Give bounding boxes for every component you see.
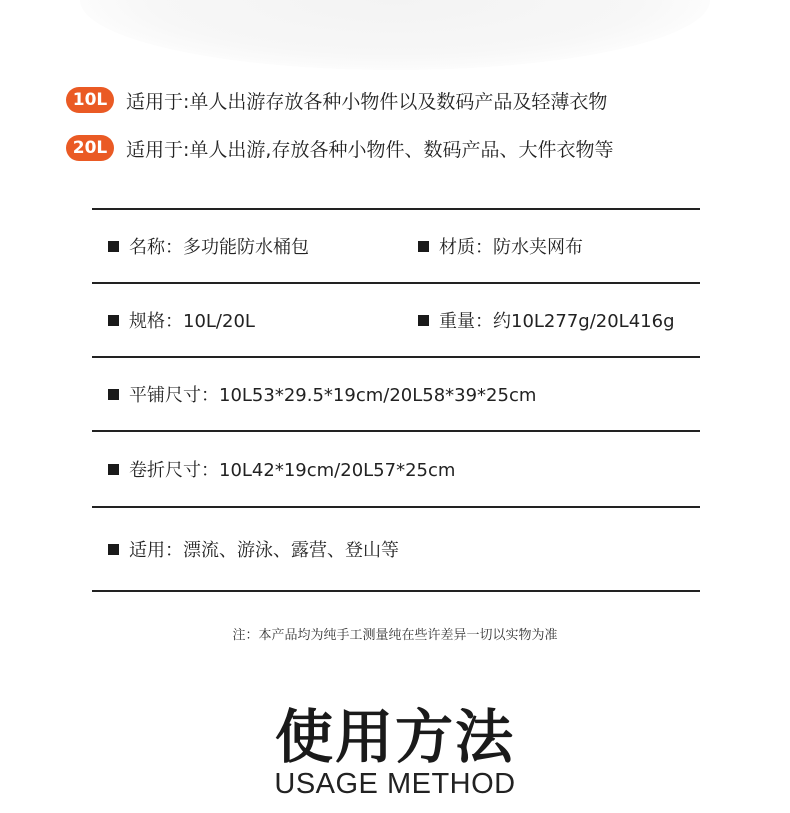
capacity-text-10l: 适用于:单人出游存放各种小物件以及数码产品及轻薄衣物 — [126, 90, 608, 113]
capacity-text-20l: 适用于:单人出游,存放各种小物件、数码产品、大件衣物等 — [126, 138, 614, 161]
spec-row-folded-dims — [92, 430, 700, 506]
spec-size-text: 规格：10L/20L — [129, 311, 255, 332]
section-title: 使用方法 — [274, 703, 515, 771]
square-bullet-icon — [418, 241, 429, 252]
spec-folded-dims — [108, 432, 455, 506]
spec-table — [92, 208, 700, 592]
spec-name-text: 名称：多功能防水桶包 — [129, 237, 309, 258]
capacity-row-10l — [66, 86, 607, 114]
spec-usage — [108, 508, 399, 590]
square-bullet-icon — [108, 389, 119, 400]
spec-weight-text: 重量：约10L277g/20L416g — [439, 311, 675, 332]
spec-row-usage — [92, 506, 700, 592]
square-bullet-icon — [108, 315, 119, 326]
square-bullet-icon — [108, 544, 119, 555]
capacity-row-20l — [66, 134, 613, 162]
spec-row-flat-dims — [92, 356, 700, 430]
capacity-badge-10l: 10L — [66, 87, 114, 113]
section-subtitle: USAGE METHOD — [274, 768, 516, 800]
square-bullet-icon — [108, 464, 119, 475]
spec-row-size-weight — [92, 282, 700, 356]
spec-folded-dims-text: 卷折尺寸：10L42*19cm/20L57*25cm — [129, 460, 456, 481]
capacity-badge-20l: 20L — [66, 135, 114, 161]
spec-row-name-material — [92, 208, 700, 282]
measurement-note: 注：本产品均为纯手工测量纯在些许差异一切以实物为准 — [232, 628, 558, 643]
square-bullet-icon — [108, 241, 119, 252]
square-bullet-icon — [418, 315, 429, 326]
spec-flat-dims-text: 平铺尺寸：10L53*29.5*19cm/20L58*39*25cm — [129, 385, 537, 406]
spec-flat-dims — [108, 358, 536, 430]
spec-weight — [418, 284, 675, 356]
spec-name — [108, 210, 309, 282]
spec-size — [108, 284, 255, 356]
spec-material-text: 材质：防水夹网布 — [439, 237, 583, 258]
spec-usage-text: 适用：漂流、游泳、露营、登山等 — [129, 540, 399, 561]
spec-material — [418, 210, 583, 282]
top-background-glow — [80, 0, 710, 70]
